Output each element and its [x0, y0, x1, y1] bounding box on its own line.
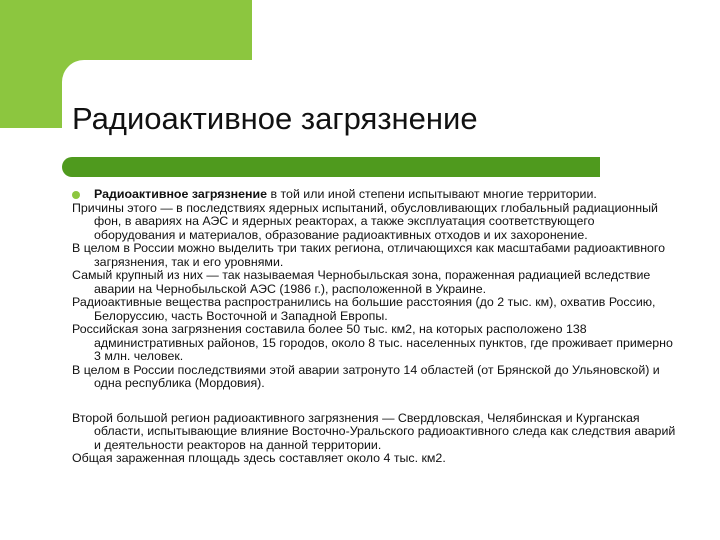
paragraph-spacer — [72, 391, 676, 412]
lead-text: в той или иной степени испытывают многие территории. — [267, 187, 597, 201]
slide-title: Радиоактивное загрязнение — [72, 101, 478, 136]
lead-bullet-item — [72, 188, 676, 202]
paragraph-regions-affected: В целом в России последствиями этой аварии затронуто 14 областей (от Брянской до Ульяновской) и одна республика (Мордовия). — [72, 362, 660, 390]
paragraph-three-regions: В целом в России можно выделить три таких региона, отличающихся как масштабами радиоактивного загрязнения, так и его уровнями. — [72, 241, 666, 269]
paragraph-russian-zone: Российская зона загрязнения составила более 50 тыс. км2, на которых расположено 138 административных районов, 15 городов, около 8 тыс. населенных пунктов, где проживает примерно 3 млн. человек. — [72, 322, 673, 363]
paragraph-spread: Радиоактивные вещества распространились на большие расстояния (до 2 тыс. км), охватив Россию, Белоруссию, часть Восточной и Западной Европы. — [72, 295, 656, 323]
lead-bold-term: Радиоактивное загрязнение — [94, 187, 268, 201]
paragraph-chernobyl-zone: Самый крупный из них — так называемая Чернобыльская зона, пораженная радиацией вследствие аварии на Чернобыльской АЭС (1986 г.), расположенной в Украине. — [72, 268, 651, 296]
slide-body — [72, 188, 676, 466]
bullet-dot-icon — [72, 191, 80, 199]
paragraph-total-area: Общая зараженная площадь здесь составляет около 4 тыс. км2. — [72, 451, 446, 465]
title-underline-bar — [62, 157, 600, 177]
paragraph-causes: Причины этого — в последствиях ядерных испытаний, обусловливающих глобальный радиационный фон, в авариях на АЭС и ядерных реакторах, а также эксплуатация соответствующего оборудования и материалов, образование радиоактивных отходов и их захоронение. — [72, 200, 658, 242]
paragraph-ural-region: Второй большой регион радиоактивного загрязнения — Свердловская, Челябинская и Курганская области, испытывающие влияние Восточно-Уральского радиоактивного следа как следствия аварий и деятельности реакторов на данной территории. — [72, 410, 676, 452]
